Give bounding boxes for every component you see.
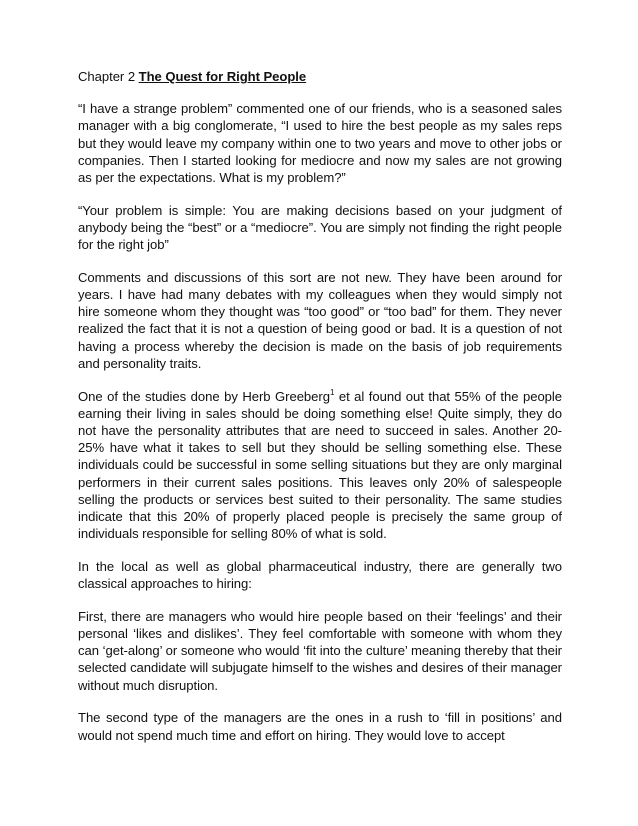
paragraph-approaches: In the local as well as global pharmaceutical industry, there are generally two classical approaches to hiring: [78, 558, 562, 592]
paragraph-comments: Comments and discussions of this sort are not new. They have been around for years. I have had many debates with my colleagues when they would simply not hire someone whom they thought was “too good” or “too bad” for them. They never realized the fact that it is not a question of being good or bad. It is a question of not having a process whereby the decision is made on the basis of job requirements and personality traits. [78, 269, 562, 371]
footnote-marker: 1 [329, 387, 335, 397]
studies-text-rest: et al found out that 55% of the people earning their living in sales should be doing something else! Quite simply, they do not have the personality attributes that are need to succeed in sales. Another 20-25% have what it takes to sell but they should be selling something else. These individuals could be successful in some selling situations but they are only marginal performers in their current sales positions. This leaves only 20% of salespeople selling the products or services best suited to their personality. The same studies indicate that this 20% of properly placed people is precisely the same group of individuals responsible for selling 80% of what is sold. [78, 388, 562, 542]
chapter-title: The Quest for Right People [138, 69, 307, 84]
paragraph-first-approach: First, there are managers who would hire people based on their ‘feelings’ and their personal ‘likes and dislikes’. They feel comfortable with someone with whom they can ‘get-along’ or someone who would ‘fit into the culture’ meaning thereby that their selected candidate will subjugate himself to the wishes and desires of their manager without much disruption. [78, 608, 562, 693]
document-page [78, 68, 562, 744]
chapter-number: Chapter 2 [78, 69, 136, 84]
paragraph-quote-problem: “I have a strange problem” commented one of our friends, who is a seasoned sales manager with a big conglomerate, “I used to hire the best people as my sales reps but they would leave my company within one to two years and move to other jobs or companies. Then I started looking for mediocre and now my sales are not growing as per the expectations. What is my problem?” [78, 101, 562, 186]
paragraph-second-approach: The second type of the managers are the ones in a rush to ‘fill in positions’ and would not spend much time and effort on hiring. They would love to accept [78, 710, 562, 743]
paragraph-quote-answer: “Your problem is simple: You are making decisions based on your judgment of anybody being the “best” or a “mediocre”. You are simply not finding the right people for the right job” [78, 202, 562, 253]
chapter-heading [78, 68, 562, 85]
studies-text-start: One of the studies done by Herb Greeberg [78, 388, 330, 404]
paragraph-studies [78, 388, 562, 543]
